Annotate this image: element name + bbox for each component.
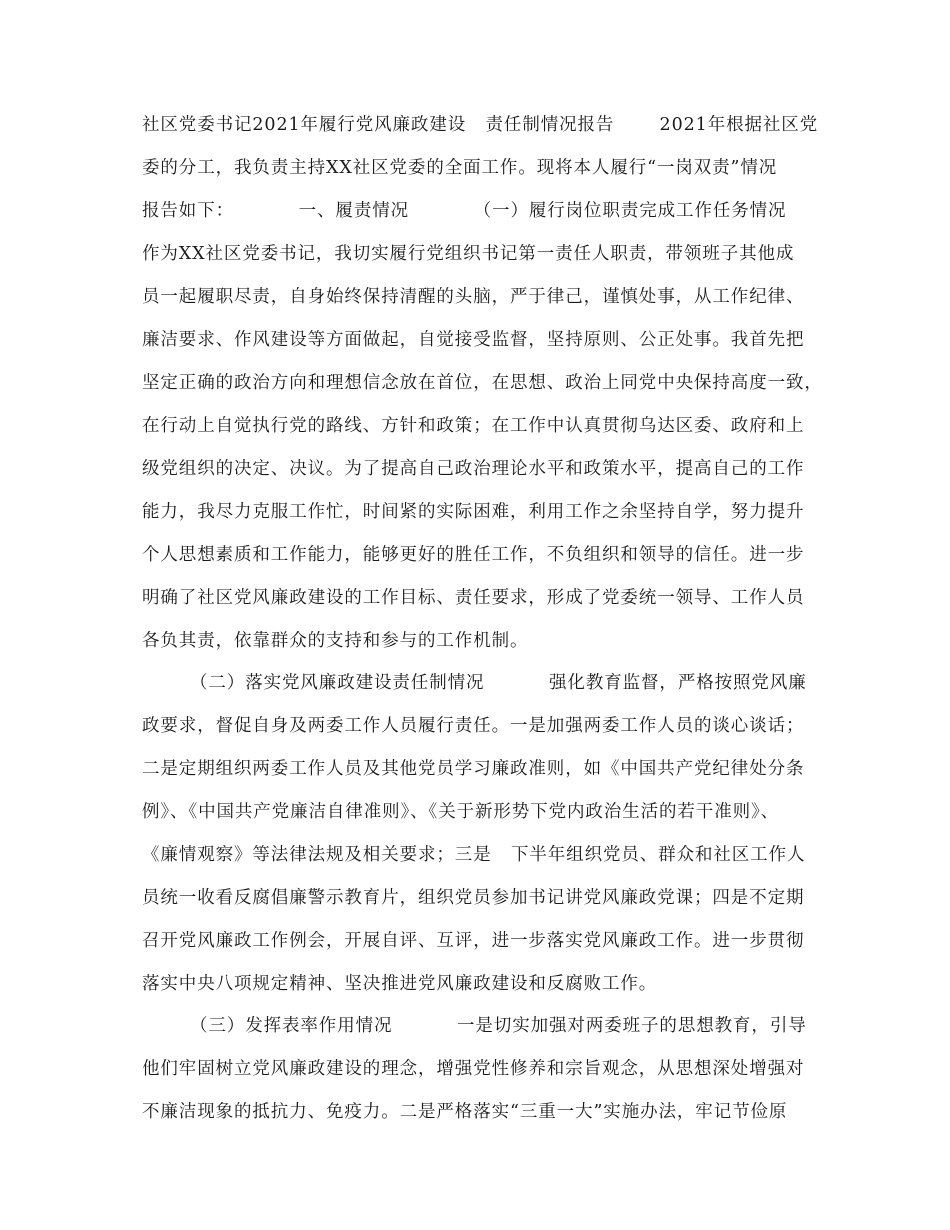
text-line: 《廉情观察》等法律法规及相关要求；三是 下半年组织党员、群众和社区工作人 bbox=[142, 845, 806, 865]
text-line: 员一起履职尽责，自身始终保持清醒的头脑，严于律己，谨慎处事，从工作纪律、 bbox=[142, 287, 805, 307]
text-line: 召开党风廉政工作例会，开展自评、互评，进一步落实党风廉政工作。进一步贯彻 bbox=[142, 931, 805, 951]
text-line: 例》、《中国共产党廉洁自律准则》、《关于新形势下党内政治生活的若干准则》、 bbox=[142, 802, 780, 822]
text-line: 他们牢固树立党风廉政建设的理念，增强党性修养和宗旨观念，从思想深处增强对 bbox=[142, 1059, 805, 1079]
text-line: 落实中央八项规定精神、坚决推进党风廉政建设和反腐败工作。 bbox=[142, 974, 658, 994]
text-line: 政要求，督促自身及两委工作人员履行责任。一是加强两委工作人员的谈心谈话； bbox=[142, 716, 805, 736]
section-heading-line: （二）落实党风廉政建设责任制情况 强化教育监督，严格按照党风廉 bbox=[190, 673, 807, 693]
text-line: 级党组织的决定、决议。为了提高自己政治理论水平和政策水平，提高自己的工作 bbox=[142, 459, 805, 479]
text-line: 报告如下： 一、履责情况 （一）履行岗位职责完成工作任务情况 bbox=[142, 201, 787, 221]
text-line: 个人思想素质和工作能力，能够更好的胜任工作，不负组织和领导的信任。进一步 bbox=[142, 545, 805, 565]
text-line: 廉洁要求、作风建设等方面做起，自觉接受监督，坚持原则、公正处事。我首先把 bbox=[142, 330, 805, 350]
section-heading-line: （三）发挥表率作用情况 一是切实加强对两委班子的思想教育，引导 bbox=[190, 1016, 807, 1036]
text-line: 各负其责，依靠群众的支持和参与的工作机制。 bbox=[142, 631, 529, 651]
text-line: 社区党委书记2021年履行党风廉政建设 责任制情况报告 2021年根据社区党 bbox=[142, 115, 819, 135]
text-line: 坚定正确的政治方向和理想信念放在首位，在思想、政治上同党中央保持高度一致， bbox=[142, 373, 823, 393]
text-line: 员统一收看反腐倡廉警示教育片，组织党员参加书记讲党风廉政党课；四是不定期 bbox=[142, 888, 805, 908]
text-line: 二是定期组织两委工作人员及其他党员学习廉政准则，如《中国共产党纪律处分条 bbox=[142, 759, 805, 779]
text-line: 委的分工，我负责主持XX社区党委的全面工作。现将本人履行“一岗双责”情况 bbox=[142, 158, 778, 178]
text-line: 作为XX社区党委书记，我切实履行党组织书记第一责任人职责，带领班子其他成 bbox=[142, 244, 795, 264]
text-line: 能力，我尽力克服工作忙，时间紧的实际困难，利用工作之余坚持自学，努力提升 bbox=[142, 502, 805, 522]
text-line: 不廉洁现象的抵抗力、免疫力。二是严格落实“三重一大”实施办法，牢记节俭原 bbox=[142, 1102, 788, 1122]
text-line: 在行动上自觉执行党的路线、方针和政策；在工作中认真贯彻乌达区委、政府和上 bbox=[142, 416, 805, 436]
text-line: 明确了社区党风廉政建设的工作目标、责任要求，形成了党委统一领导、工作人员 bbox=[142, 588, 805, 608]
